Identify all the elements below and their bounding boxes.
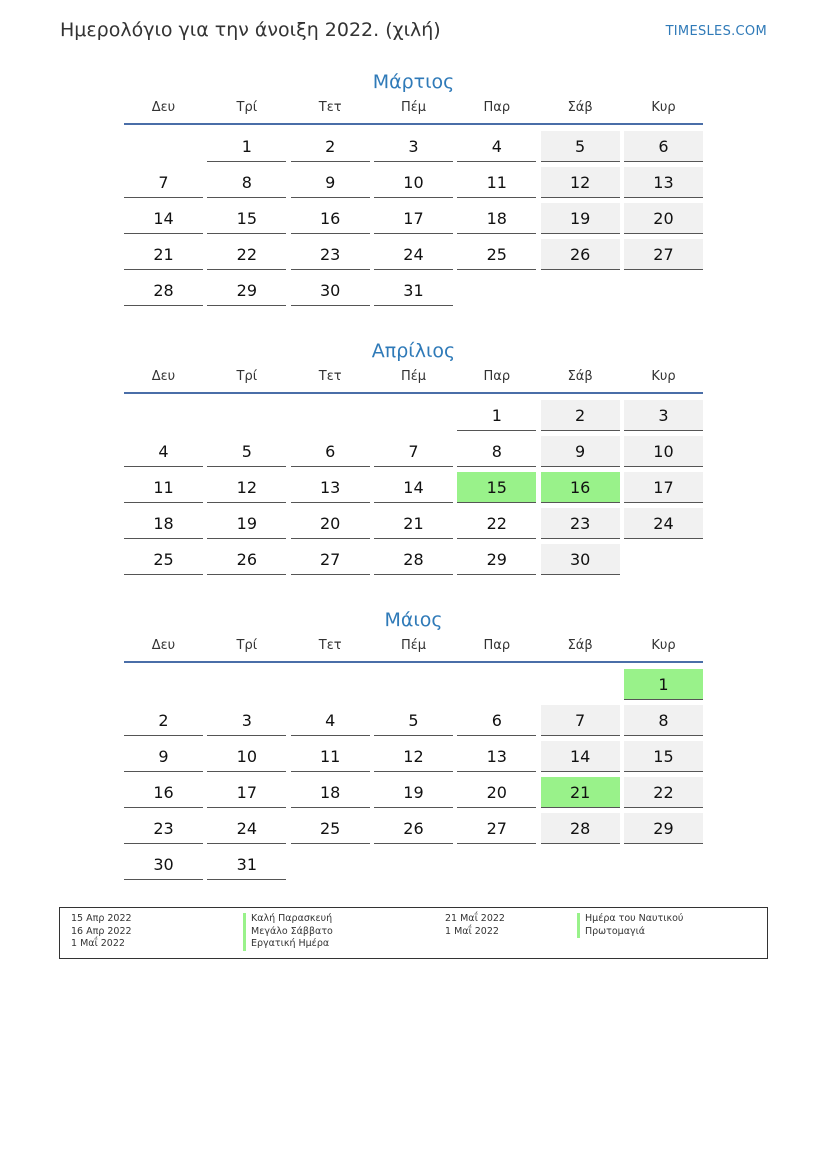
- day-cell: 2: [541, 400, 620, 431]
- day-cell: 4: [291, 705, 370, 736]
- day-cell: 23: [124, 813, 203, 844]
- weekday-label: Παρ: [483, 369, 511, 384]
- day-cell: 24: [624, 508, 703, 539]
- month-march: [124, 67, 703, 306]
- day-cell: 11: [291, 741, 370, 772]
- day-cell: 25: [291, 813, 370, 844]
- weekday-label: Παρ: [483, 100, 511, 115]
- day-cell: 9: [124, 741, 203, 772]
- legend-holiday-name: Καλή Παρασκευή: [243, 913, 333, 926]
- weekday-label: Κυρ: [651, 638, 676, 653]
- day-cell: 10: [207, 741, 286, 772]
- day-cell: 19: [207, 508, 286, 539]
- day-cell: 31: [374, 275, 453, 306]
- day-cell: 22: [457, 508, 536, 539]
- day-cell: 7: [541, 705, 620, 736]
- day-cell: 2: [291, 131, 370, 162]
- empty-cell: [124, 400, 203, 431]
- day-cell: 10: [374, 167, 453, 198]
- legend-names-right: [577, 913, 683, 938]
- day-cell: 8: [624, 705, 703, 736]
- weekday-header: [124, 97, 703, 125]
- day-cell: 20: [291, 508, 370, 539]
- weekday-label: Κυρ: [651, 100, 676, 115]
- day-cell: 12: [374, 741, 453, 772]
- day-cell: 1: [457, 400, 536, 431]
- day-cell: 5: [207, 436, 286, 467]
- weekday-header: [124, 366, 703, 394]
- weekday-label: Δευ: [151, 638, 176, 653]
- day-cell: 11: [124, 472, 203, 503]
- day-cell: 27: [457, 813, 536, 844]
- weekday-label: Τετ: [318, 100, 342, 115]
- day-cell: 3: [374, 131, 453, 162]
- day-cell: 4: [124, 436, 203, 467]
- day-cell: 5: [374, 705, 453, 736]
- day-cell: 8: [207, 167, 286, 198]
- empty-cell: [541, 669, 620, 700]
- day-cell: 29: [207, 275, 286, 306]
- day-grid: [124, 669, 703, 880]
- holiday-day-cell: 15: [457, 472, 536, 503]
- legend-holiday-name: Ημέρα του Ναυτικού: [577, 913, 683, 926]
- page-title: Ημερολόγιο για την άνοιξη 2022. (χιλή): [60, 19, 441, 41]
- day-cell: 25: [457, 239, 536, 270]
- day-cell: 9: [541, 436, 620, 467]
- holiday-day-cell: 1: [624, 669, 703, 700]
- day-cell: 3: [624, 400, 703, 431]
- day-cell: 16: [124, 777, 203, 808]
- weekday-header: [124, 635, 703, 663]
- day-cell: 13: [624, 167, 703, 198]
- day-cell: 19: [541, 203, 620, 234]
- empty-cell: [207, 669, 286, 700]
- day-cell: 30: [291, 275, 370, 306]
- empty-cell: [124, 669, 203, 700]
- day-cell: 20: [457, 777, 536, 808]
- day-cell: 19: [374, 777, 453, 808]
- weekday-label: Κυρ: [651, 369, 676, 384]
- day-cell: 21: [124, 239, 203, 270]
- weekday-label: Τρί: [236, 638, 258, 653]
- day-cell: 8: [457, 436, 536, 467]
- day-grid: [124, 400, 703, 575]
- weekday-label: Τρί: [236, 369, 258, 384]
- day-cell: 10: [624, 436, 703, 467]
- legend-dates-right: [445, 913, 505, 938]
- month-title: Μάιος: [384, 609, 443, 631]
- month-title: Απρίλιος: [371, 340, 456, 362]
- day-cell: 3: [207, 705, 286, 736]
- month-title: Μάρτιος: [372, 71, 455, 93]
- day-cell: 27: [624, 239, 703, 270]
- weekday-label: Παρ: [483, 638, 511, 653]
- day-cell: 26: [541, 239, 620, 270]
- legend-holiday-name: Πρωτομαγιά: [577, 926, 683, 939]
- day-cell: 22: [207, 239, 286, 270]
- day-cell: 6: [291, 436, 370, 467]
- day-cell: 23: [291, 239, 370, 270]
- day-cell: 15: [624, 741, 703, 772]
- day-cell: 25: [124, 544, 203, 575]
- day-cell: 27: [291, 544, 370, 575]
- empty-cell: [374, 400, 453, 431]
- day-cell: 11: [457, 167, 536, 198]
- weekday-label: Σάβ: [567, 100, 593, 115]
- weekday-label: Σάβ: [567, 638, 593, 653]
- legend-dates-left: [71, 913, 132, 951]
- day-cell: 29: [624, 813, 703, 844]
- day-cell: 30: [124, 849, 203, 880]
- day-cell: 2: [124, 705, 203, 736]
- day-cell: 21: [374, 508, 453, 539]
- legend-date: 1 Μαΐ 2022: [71, 938, 125, 950]
- day-cell: 28: [374, 544, 453, 575]
- legend-holiday-name: Μεγάλο Σάββατο: [243, 926, 333, 939]
- day-cell: 17: [624, 472, 703, 503]
- empty-cell: [291, 400, 370, 431]
- weekday-label: Δευ: [151, 100, 176, 115]
- day-cell: 15: [207, 203, 286, 234]
- weekday-label: Σάβ: [567, 369, 593, 384]
- empty-cell: [207, 400, 286, 431]
- day-cell: 14: [124, 203, 203, 234]
- day-cell: 18: [291, 777, 370, 808]
- holiday-day-cell: 16: [541, 472, 620, 503]
- day-cell: 29: [457, 544, 536, 575]
- day-cell: 24: [374, 239, 453, 270]
- day-cell: 5: [541, 131, 620, 162]
- day-cell: 20: [624, 203, 703, 234]
- empty-cell: [124, 131, 203, 162]
- day-cell: 6: [457, 705, 536, 736]
- day-cell: 1: [207, 131, 286, 162]
- day-cell: 18: [457, 203, 536, 234]
- day-cell: 24: [207, 813, 286, 844]
- day-cell: 17: [374, 203, 453, 234]
- holiday-day-cell: 21: [541, 777, 620, 808]
- day-cell: 16: [291, 203, 370, 234]
- legend-holiday-name: Εργατική Ημέρα: [243, 938, 333, 951]
- day-cell: 26: [374, 813, 453, 844]
- weekday-label: Τετ: [318, 369, 342, 384]
- day-cell: 17: [207, 777, 286, 808]
- day-cell: 12: [541, 167, 620, 198]
- day-cell: 14: [374, 472, 453, 503]
- month-april: [124, 336, 703, 575]
- weekday-label: Τετ: [318, 638, 342, 653]
- empty-cell: [457, 669, 536, 700]
- day-cell: 18: [124, 508, 203, 539]
- day-cell: 31: [207, 849, 286, 880]
- weekday-label: Τρί: [236, 100, 258, 115]
- day-cell: 30: [541, 544, 620, 575]
- day-cell: 12: [207, 472, 286, 503]
- weekday-label: Πέμ: [400, 638, 427, 653]
- day-cell: 14: [541, 741, 620, 772]
- month-may: [124, 605, 703, 880]
- day-cell: 6: [624, 131, 703, 162]
- day-cell: 26: [207, 544, 286, 575]
- day-cell: 22: [624, 777, 703, 808]
- day-cell: 9: [291, 167, 370, 198]
- day-cell: 28: [124, 275, 203, 306]
- day-cell: 4: [457, 131, 536, 162]
- day-cell: 7: [124, 167, 203, 198]
- day-cell: 7: [374, 436, 453, 467]
- legend-date: 1 Μαΐ 2022: [445, 925, 499, 937]
- weekday-label: Δευ: [151, 369, 176, 384]
- legend-date: 21 Μαΐ 2022: [445, 913, 505, 924]
- weekday-label: Πέμ: [400, 369, 427, 384]
- brand-link[interactable]: TIMESLES.COM: [665, 24, 767, 39]
- legend-date: 15 Απρ 2022: [71, 913, 132, 924]
- day-grid: [124, 131, 703, 306]
- day-cell: 23: [541, 508, 620, 539]
- legend-names-left: [243, 913, 333, 951]
- day-cell: 13: [291, 472, 370, 503]
- empty-cell: [291, 669, 370, 700]
- day-cell: 28: [541, 813, 620, 844]
- empty-cell: [374, 669, 453, 700]
- weekday-label: Πέμ: [400, 100, 427, 115]
- day-cell: 13: [457, 741, 536, 772]
- legend-date: 16 Απρ 2022: [71, 925, 132, 937]
- holiday-legend: [59, 907, 768, 959]
